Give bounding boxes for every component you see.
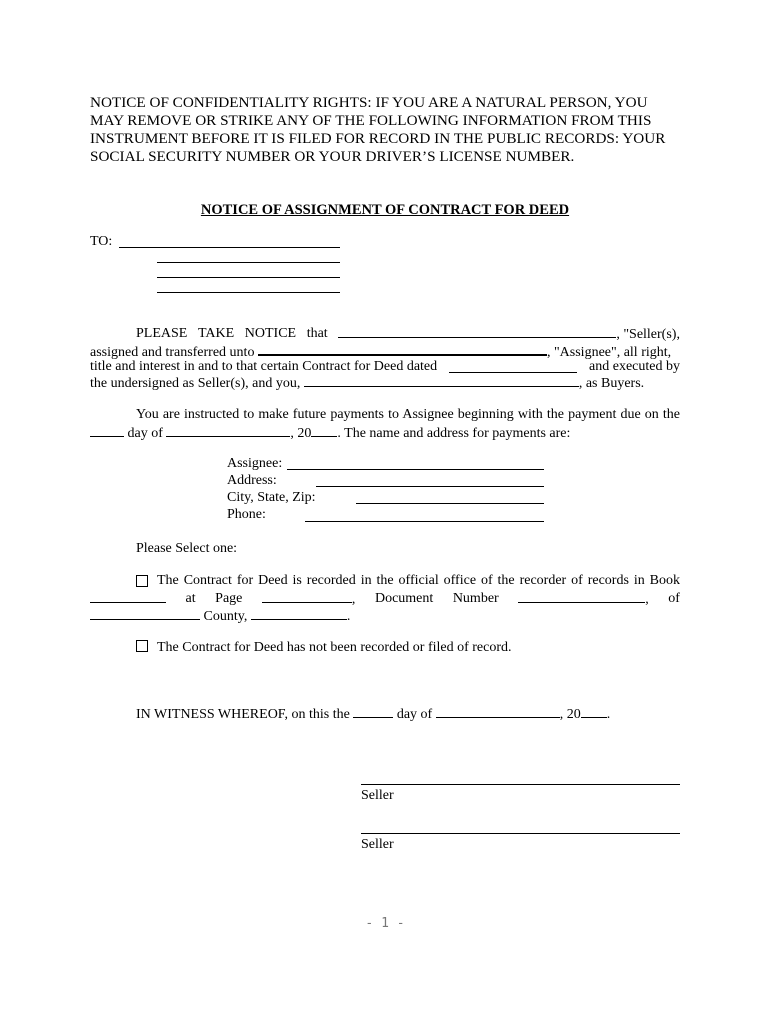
not-recorded-checkbox[interactable] bbox=[136, 640, 148, 652]
option-not-recorded: The Contract for Deed has not been recorded or filed of record. bbox=[136, 639, 512, 656]
payee-city-field[interactable] bbox=[356, 503, 544, 504]
to-address-field[interactable] bbox=[157, 292, 340, 293]
para1-line: the undersigned as Seller(s), and you, , as Buyers. bbox=[90, 376, 645, 391]
seller-signature-label: Seller bbox=[361, 788, 394, 803]
to-address-field[interactable] bbox=[157, 277, 340, 278]
state-field[interactable] bbox=[251, 607, 347, 620]
seller-signature-field[interactable] bbox=[361, 784, 680, 785]
para1-line: title and interest in and to that certain Contract for Deed dated and executed by bbox=[90, 359, 680, 374]
option-recorded: The Contract for Deed is recorded in the official office of the recorder of records in Book bbox=[136, 572, 680, 589]
para2-line: You are instructed to make future payments to Assignee beginning with the payment due on the bbox=[136, 407, 680, 422]
payee-phone-field[interactable] bbox=[305, 521, 544, 522]
book-field[interactable] bbox=[90, 590, 166, 603]
city-state-zip-label: City, State, Zip: bbox=[227, 490, 316, 505]
witness-year-field[interactable] bbox=[581, 705, 607, 718]
contract-date-field[interactable] bbox=[449, 360, 577, 373]
confidentiality-notice-line: SOCIAL SECURITY NUMBER OR YOUR DRIVER’S LICENSE NUMBER. bbox=[90, 148, 575, 165]
assignee-label: Assignee: bbox=[227, 456, 283, 471]
seller-signature-label: Seller bbox=[361, 837, 394, 852]
seller-name-field[interactable] bbox=[338, 325, 616, 338]
confidentiality-notice-line: MAY REMOVE OR STRIKE ANY OF THE FOLLOWING INFORMATION FROM THIS bbox=[90, 112, 652, 129]
option-recorded-line: County, . bbox=[90, 607, 350, 625]
buyers-name-field[interactable] bbox=[304, 374, 579, 387]
para2-line: day of , 20 . The name and address for payments are: bbox=[90, 424, 570, 442]
county-field[interactable] bbox=[90, 607, 200, 620]
recorded-checkbox[interactable] bbox=[136, 575, 148, 587]
assignee-name-field[interactable] bbox=[258, 342, 547, 356]
confidentiality-notice-line: INSTRUMENT BEFORE IT IS FILED FOR RECORD IN THE PUBLIC RECORDS: YOUR bbox=[90, 130, 666, 147]
to-label: TO: bbox=[90, 234, 113, 249]
witness-month-field[interactable] bbox=[436, 705, 560, 718]
payment-year-field[interactable] bbox=[311, 424, 337, 437]
document-title: NOTICE OF ASSIGNMENT OF CONTRACT FOR DEED bbox=[200, 202, 570, 218]
option-recorded-line: at Page , Document Number , of bbox=[90, 590, 680, 608]
confidentiality-notice-line: NOTICE OF CONFIDENTIALITY RIGHTS: IF YOU ARE A NATURAL PERSON, YOU bbox=[90, 94, 648, 111]
page-field[interactable] bbox=[262, 590, 352, 603]
phone-label: Phone: bbox=[227, 507, 266, 522]
to-address-field[interactable] bbox=[157, 262, 340, 263]
to-name-field[interactable] bbox=[119, 247, 340, 248]
address-label: Address: bbox=[227, 473, 277, 488]
seller-signature-field[interactable] bbox=[361, 833, 680, 834]
para1-line: PLEASE TAKE NOTICE that , "Seller(s), bbox=[136, 326, 680, 342]
witness-day-field[interactable] bbox=[353, 705, 393, 718]
para1-line: assigned and transferred unto , "Assignee", all right, bbox=[90, 342, 680, 361]
payment-month-field[interactable] bbox=[166, 424, 290, 437]
page-number: - 1 - bbox=[365, 916, 405, 931]
document-number-field[interactable] bbox=[518, 590, 645, 603]
payee-assignee-field[interactable] bbox=[287, 469, 544, 470]
witness-line: IN WITNESS WHEREOF, on this the day of , 20 . bbox=[136, 707, 611, 722]
payee-address-field[interactable] bbox=[316, 486, 544, 487]
select-one-label: Please Select one: bbox=[136, 541, 238, 556]
payment-day-field[interactable] bbox=[90, 424, 124, 437]
